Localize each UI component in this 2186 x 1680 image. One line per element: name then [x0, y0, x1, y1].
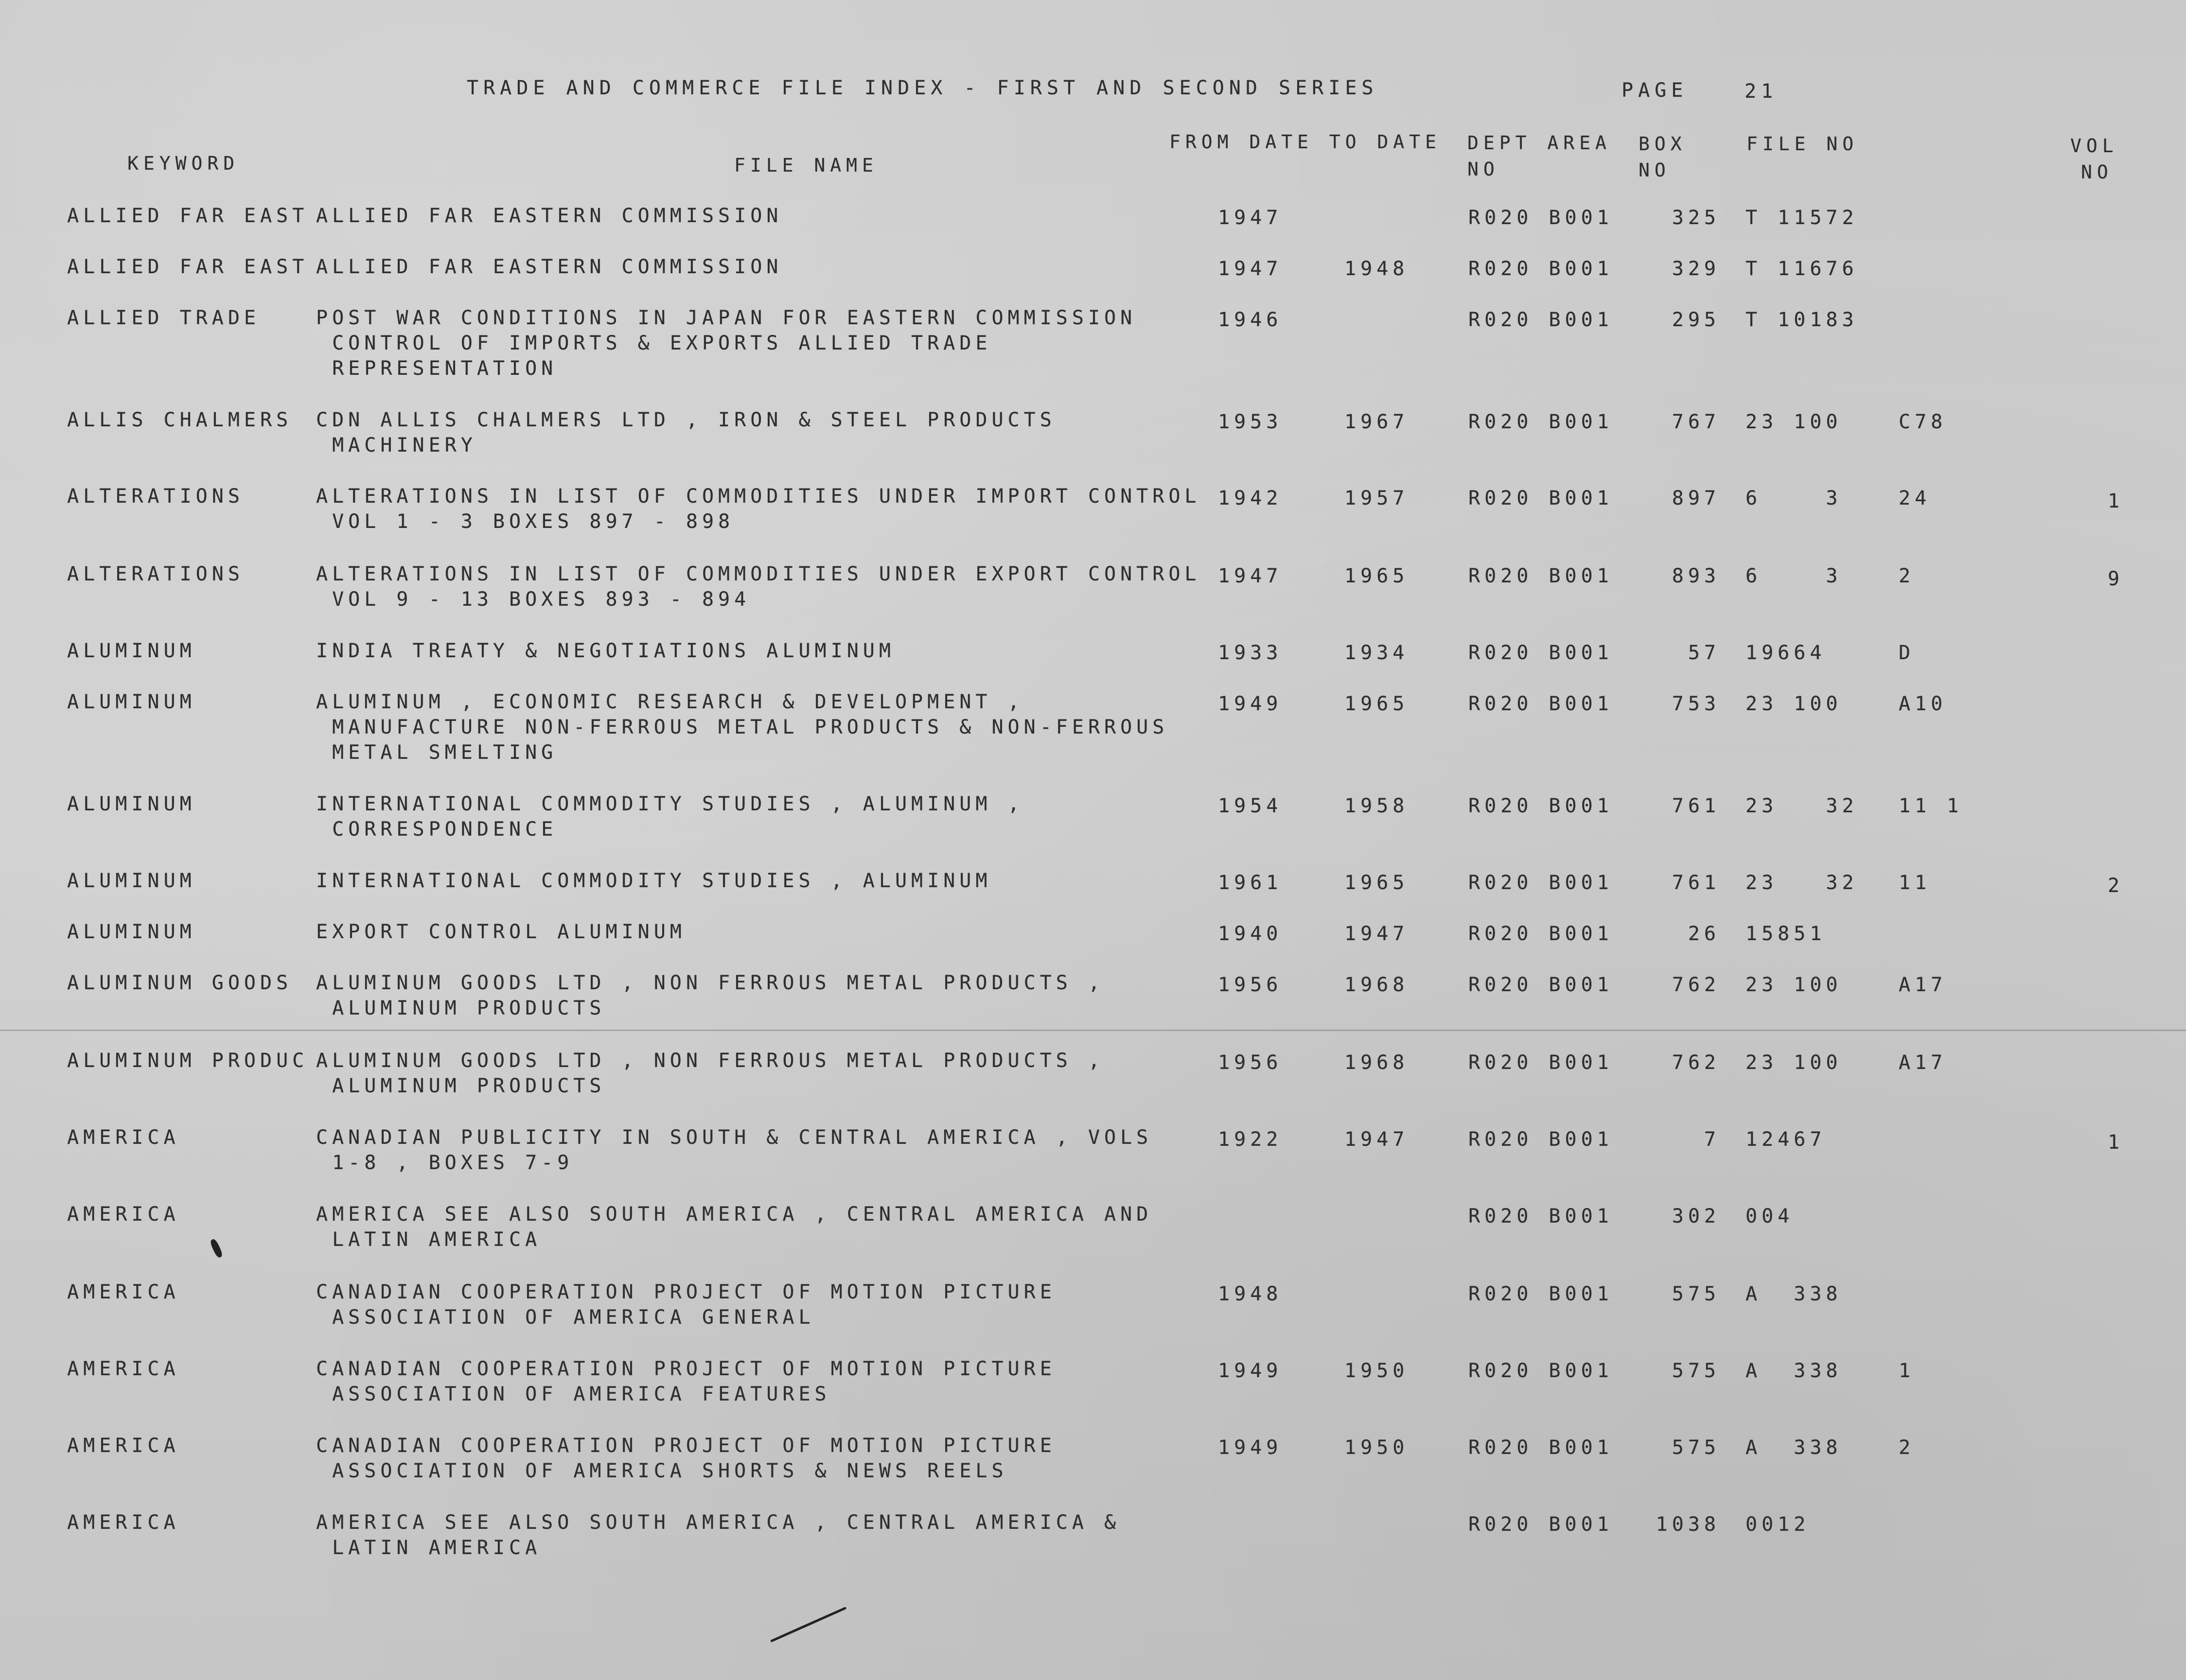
row-file-no: 004: [1745, 1205, 1794, 1227]
row-file-name-line: REPRESENTATION: [316, 357, 558, 380]
row-file-no: T 11676: [1745, 258, 1858, 280]
row-file-no: 23 100: [1745, 693, 1842, 715]
row-vol-no: 1: [2108, 1131, 2124, 1154]
row-dept-area: R020 B001: [1468, 923, 1613, 945]
row-file-name-line: ALUMINUM PRODUCTS: [316, 1075, 606, 1097]
row-file-name-line: INDIA TREATY & NEGOTIATIONS ALUMINUM: [316, 640, 895, 662]
row-box-no: 575: [1672, 1360, 1720, 1382]
row-file-name-line: VOL 9 - 13 BOXES 893 - 894: [316, 588, 751, 611]
row-file-name-line: CORRESPONDENCE: [316, 818, 558, 840]
row-dept-area: R020 B001: [1468, 974, 1613, 996]
row-box-no: 57: [1688, 642, 1720, 664]
row-keyword: ALUMINUM: [67, 691, 196, 713]
page-number: 21: [1745, 80, 1778, 103]
row-keyword: ALTERATIONS: [67, 485, 244, 508]
row-keyword: AMERICA: [67, 1511, 180, 1534]
row-file-sub: 11: [1899, 872, 1931, 894]
row-dept-area: R020 B001: [1468, 309, 1613, 331]
row-box-no: 753: [1672, 693, 1720, 715]
row-vol-no: 2: [2108, 875, 2124, 897]
row-dept-area: R020 B001: [1468, 411, 1613, 433]
row-keyword: ALUMINUM: [67, 640, 196, 662]
row-box-no: 329: [1672, 258, 1720, 280]
row-dept-area: R020 B001: [1468, 1051, 1613, 1074]
row-file-no: T 11572: [1745, 207, 1858, 229]
row-to-date: 1934: [1344, 642, 1409, 664]
row-box-no: 761: [1672, 872, 1720, 894]
row-box-no: 897: [1672, 487, 1720, 509]
row-to-date: 1947: [1344, 1128, 1409, 1151]
row-file-no: A 338: [1745, 1283, 1842, 1305]
row-keyword: AMERICA: [67, 1358, 180, 1380]
row-file-name-line: VOL 1 - 3 BOXES 897 - 898: [316, 510, 735, 533]
row-file-name-line: ALTERATIONS IN LIST OF COMMODITIES UNDER IMPORT CONTROL: [316, 485, 1201, 508]
row-from-date: 1947: [1218, 565, 1283, 587]
row-to-date: 1968: [1344, 1051, 1409, 1074]
row-file-no: 0012: [1745, 1513, 1810, 1536]
row-file-name-line: LATIN AMERICA: [316, 1537, 542, 1559]
row-keyword: ALUMINUM: [67, 870, 196, 892]
row-from-date: 1954: [1218, 795, 1283, 817]
row-vol-no: 9: [2108, 568, 2124, 590]
row-from-date: 1949: [1218, 1360, 1283, 1382]
row-file-name-line: INTERNATIONAL COMMODITY STUDIES , ALUMINUM ,: [316, 793, 1024, 815]
row-keyword: AMERICA: [67, 1126, 180, 1149]
row-file-sub: A10: [1899, 693, 1947, 715]
row-keyword: AMERICA: [67, 1281, 180, 1303]
column-header-box-no: NO: [1639, 159, 1671, 181]
row-file-name-line: MANUFACTURE NON-FERROUS METAL PRODUCTS & NON-FERROUS: [316, 716, 1169, 738]
row-dept-area: R020 B001: [1468, 258, 1613, 280]
row-file-sub: 2: [1899, 565, 1915, 587]
row-file-no: 23 32: [1745, 795, 1858, 817]
row-box-no: 762: [1672, 974, 1720, 996]
page-title: TRADE AND COMMERCE FILE INDEX - FIRST AND SECOND SERIES: [467, 77, 1378, 99]
row-dept-area: R020 B001: [1468, 693, 1613, 715]
row-from-date: 1946: [1218, 309, 1283, 331]
row-from-date: 1956: [1218, 974, 1283, 996]
row-file-name-line: CANADIAN COOPERATION PROJECT OF MOTION PICTURE: [316, 1435, 1056, 1457]
row-file-sub: 24: [1899, 487, 1931, 509]
row-keyword: ALLIED TRADE: [67, 307, 260, 329]
row-file-name-line: ALUMINUM GOODS LTD , NON FERROUS METAL PRODUCTS ,: [316, 972, 1105, 994]
row-file-name-line: 1-8 , BOXES 7-9: [316, 1152, 574, 1174]
row-box-no: 1038: [1656, 1513, 1720, 1536]
row-dept-area: R020 B001: [1468, 1128, 1613, 1151]
row-box-no: 325: [1672, 207, 1720, 229]
row-file-no: 12467: [1745, 1128, 1826, 1151]
row-to-date: 1947: [1344, 923, 1409, 945]
column-header-dates: FROM DATE TO DATE: [1169, 131, 1441, 153]
row-from-date: 1933: [1218, 642, 1283, 664]
row-file-name-line: ALUMINUM PRODUCTS: [316, 997, 606, 1019]
column-header-dept-area-no: NO: [1467, 158, 1499, 180]
row-file-name-line: AMERICA SEE ALSO SOUTH AMERICA , CENTRAL AMERICA &: [316, 1511, 1121, 1534]
row-to-date: 1957: [1344, 487, 1409, 509]
row-box-no: 762: [1672, 1051, 1720, 1074]
column-header-vol-no: NO: [2081, 161, 2113, 183]
row-file-name-line: ALLIED FAR EASTERN COMMISSION: [316, 256, 783, 278]
row-file-sub: 11 1: [1899, 795, 1963, 817]
row-box-no: 767: [1672, 411, 1720, 433]
row-from-date: 1956: [1218, 1051, 1283, 1074]
row-dept-area: R020 B001: [1468, 642, 1613, 664]
row-to-date: 1965: [1344, 693, 1409, 715]
row-file-name-line: CANADIAN COOPERATION PROJECT OF MOTION PICTURE: [316, 1281, 1056, 1303]
row-file-name-line: ALUMINUM GOODS LTD , NON FERROUS METAL PRODUCTS ,: [316, 1050, 1105, 1072]
row-file-no: 23 32: [1745, 872, 1858, 894]
row-keyword: ALTERATIONS: [67, 563, 244, 585]
row-to-date: 1968: [1344, 974, 1409, 996]
column-header-dept-area: DEPT AREA: [1467, 132, 1611, 154]
row-dept-area: R020 B001: [1468, 1283, 1613, 1305]
row-file-name-line: ASSOCIATION OF AMERICA GENERAL: [316, 1306, 815, 1329]
row-from-date: 1947: [1218, 207, 1283, 229]
row-dept-area: R020 B001: [1468, 207, 1613, 229]
row-from-date: 1949: [1218, 693, 1283, 715]
row-to-date: 1967: [1344, 411, 1409, 433]
row-from-date: 1922: [1218, 1128, 1283, 1151]
row-file-no: 23 100: [1745, 974, 1842, 996]
row-to-date: 1948: [1344, 258, 1409, 280]
page-label: PAGE: [1622, 79, 1688, 102]
row-box-no: 302: [1672, 1205, 1720, 1227]
row-dept-area: R020 B001: [1468, 1436, 1613, 1459]
row-to-date: 1965: [1344, 872, 1409, 894]
row-file-name-line: LATIN AMERICA: [316, 1228, 542, 1251]
row-file-name-line: CONTROL OF IMPORTS & EXPORTS ALLIED TRADE: [316, 332, 992, 354]
row-file-name-line: ASSOCIATION OF AMERICA FEATURES: [316, 1383, 831, 1405]
row-dept-area: R020 B001: [1468, 1513, 1613, 1536]
row-from-date: 1953: [1218, 411, 1283, 433]
row-box-no: 575: [1672, 1283, 1720, 1305]
row-file-name-line: POST WAR CONDITIONS IN JAPAN FOR EASTERN COMMISSION: [316, 307, 1137, 329]
row-file-no: A 338: [1745, 1436, 1842, 1459]
row-keyword: ALUMINUM GOODS: [67, 972, 293, 994]
row-dept-area: R020 B001: [1468, 1205, 1613, 1227]
row-file-no: T 10183: [1745, 309, 1858, 331]
row-dept-area: R020 B001: [1468, 487, 1613, 509]
row-file-sub: D: [1899, 642, 1915, 664]
row-file-name-line: CANADIAN PUBLICITY IN SOUTH & CENTRAL AMERICA , VOLS: [316, 1126, 1153, 1149]
row-keyword: ALLIS CHALMERS: [67, 409, 293, 431]
row-keyword: AMERICA: [67, 1203, 180, 1225]
row-file-no: 6 3: [1745, 487, 1842, 509]
row-box-no: 7: [1704, 1128, 1720, 1151]
row-file-no: 19664: [1745, 642, 1826, 664]
row-file-sub: 2: [1899, 1436, 1915, 1459]
film-speck: [209, 1238, 224, 1259]
column-header-file-name: FILE NAME: [734, 155, 878, 176]
row-keyword: ALLIED FAR EAST: [67, 205, 309, 227]
row-box-no: 26: [1688, 923, 1720, 945]
row-file-name-line: ALTERATIONS IN LIST OF COMMODITIES UNDER EXPORT CONTROL: [316, 563, 1201, 585]
row-file-name-line: CDN ALLIS CHALMERS LTD , IRON & STEEL PRODUCTS: [316, 409, 1056, 431]
row-file-no: 15851: [1745, 923, 1826, 945]
row-file-no: 6 3: [1745, 565, 1842, 587]
row-file-name-line: MACHINERY: [316, 434, 477, 456]
row-box-no: 575: [1672, 1436, 1720, 1459]
column-header-vol: VOL: [2070, 135, 2118, 157]
row-dept-area: R020 B001: [1468, 795, 1613, 817]
row-from-date: 1942: [1218, 487, 1283, 509]
row-file-name-line: ASSOCIATION OF AMERICA SHORTS & NEWS REELS: [316, 1460, 1008, 1482]
row-file-sub: C78: [1899, 411, 1947, 433]
row-keyword: ALLIED FAR EAST: [67, 256, 309, 278]
row-keyword: AMERICA: [67, 1435, 180, 1457]
row-from-date: 1948: [1218, 1283, 1283, 1305]
row-file-no: A 338: [1745, 1360, 1842, 1382]
row-from-date: 1961: [1218, 872, 1283, 894]
row-dept-area: R020 B001: [1468, 872, 1613, 894]
row-to-date: 1950: [1344, 1360, 1409, 1382]
row-file-sub: A17: [1899, 974, 1947, 996]
row-file-no: 23 100: [1745, 411, 1842, 433]
row-file-name-line: METAL SMELTING: [316, 741, 558, 764]
row-file-name-line: INTERNATIONAL COMMODITY STUDIES , ALUMINUM: [316, 870, 992, 892]
row-dept-area: R020 B001: [1468, 565, 1613, 587]
column-header-file-no: FILE NO: [1746, 133, 1859, 155]
film-crease: [0, 1030, 2186, 1031]
film-scratch: [770, 1607, 846, 1643]
row-file-no: 23 100: [1745, 1051, 1842, 1074]
row-file-name-line: ALLIED FAR EASTERN COMMISSION: [316, 205, 783, 227]
column-header-box: BOX: [1639, 133, 1687, 155]
row-to-date: 1958: [1344, 795, 1409, 817]
row-dept-area: R020 B001: [1468, 1360, 1613, 1382]
row-from-date: 1949: [1218, 1436, 1283, 1459]
row-to-date: 1965: [1344, 565, 1409, 587]
row-file-name-line: ALUMINUM , ECONOMIC RESEARCH & DEVELOPMENT ,: [316, 691, 1024, 713]
row-keyword: ALUMINUM PRODUC: [67, 1050, 309, 1072]
row-box-no: 295: [1672, 309, 1720, 331]
row-keyword: ALUMINUM: [67, 921, 196, 943]
row-from-date: 1947: [1218, 258, 1283, 280]
row-file-name-line: AMERICA SEE ALSO SOUTH AMERICA , CENTRAL AMERICA AND: [316, 1203, 1153, 1225]
row-from-date: 1940: [1218, 923, 1283, 945]
column-header-keyword: KEYWORD: [127, 153, 240, 174]
row-box-no: 893: [1672, 565, 1720, 587]
row-file-name-line: EXPORT CONTROL ALUMINUM: [316, 921, 686, 943]
row-file-sub: 1: [1899, 1360, 1915, 1382]
row-keyword: ALUMINUM: [67, 793, 196, 815]
row-file-sub: A17: [1899, 1051, 1947, 1074]
row-to-date: 1950: [1344, 1436, 1409, 1459]
row-file-name-line: CANADIAN COOPERATION PROJECT OF MOTION PICTURE: [316, 1358, 1056, 1380]
row-box-no: 761: [1672, 795, 1720, 817]
row-vol-no: 1: [2108, 490, 2124, 512]
